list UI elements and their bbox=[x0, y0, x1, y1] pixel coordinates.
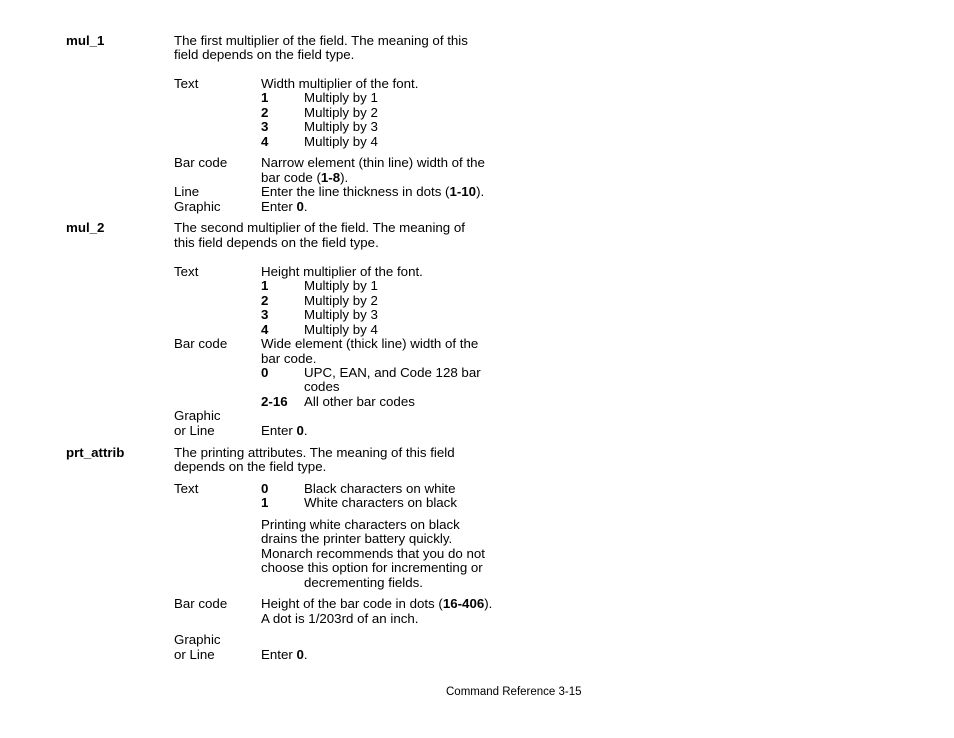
mul-2-description-line-2: this field depends on the field type. bbox=[174, 235, 379, 250]
mul-2-text-description: Height multiplier of the font. bbox=[261, 264, 423, 279]
prt-attrib-text-label: Text bbox=[174, 481, 199, 496]
mul-2-option-desc: Multiply by 4 bbox=[304, 322, 378, 337]
mul-1-line-description: Enter the line thickness in dots (1-10). bbox=[261, 184, 485, 199]
prt-attrib-option-code: 1 bbox=[261, 495, 269, 510]
mul-2-graphic-description: Enter 0. bbox=[261, 423, 308, 438]
prt-attrib-note-line: Printing white characters on black bbox=[261, 517, 460, 532]
mul-2-barcode-option-desc-line-2: codes bbox=[304, 379, 340, 394]
prt-attrib-option-desc: White characters on black bbox=[304, 495, 457, 510]
mul-2-or-line-label: or Line bbox=[174, 423, 215, 438]
prt-attrib-note-line: choose this option for incrementing or bbox=[261, 560, 483, 575]
mul-1-graphic-label: Graphic bbox=[174, 199, 221, 214]
mul-2-option-code: 2 bbox=[261, 293, 269, 308]
mul-2-option-desc: Multiply by 3 bbox=[304, 307, 378, 322]
mul-2-option-code: 1 bbox=[261, 278, 269, 293]
mul-1-option-desc: Multiply by 1 bbox=[304, 90, 378, 105]
term-mul-1: mul_1 bbox=[66, 33, 105, 48]
term-mul-2: mul_2 bbox=[66, 220, 105, 235]
mul-2-barcode-line-2: bar code. bbox=[261, 351, 317, 366]
prt-attrib-description-line-1: The printing attributes. The meaning of this field bbox=[174, 445, 455, 460]
mul-1-option-desc: Multiply by 4 bbox=[304, 134, 378, 149]
mul-2-graphic-label: Graphic bbox=[174, 408, 221, 423]
mul-1-option-desc: Multiply by 2 bbox=[304, 105, 378, 120]
mul-2-barcode-label: Bar code bbox=[174, 336, 228, 351]
mul-1-description-line-1: The first multiplier of the field. The meaning of this bbox=[174, 33, 468, 48]
prt-attrib-barcode-label: Bar code bbox=[174, 596, 228, 611]
mul-1-description-line-2: field depends on the field type. bbox=[174, 47, 355, 62]
mul-2-barcode-option-code: 0 bbox=[261, 365, 269, 380]
mul-1-option-code: 2 bbox=[261, 105, 269, 120]
prt-attrib-barcode-line-2: A dot is 1/203rd of an inch. bbox=[261, 611, 419, 626]
prt-attrib-note-line: drains the printer battery quickly. bbox=[261, 531, 453, 546]
prt-attrib-or-line-label: or Line bbox=[174, 647, 215, 662]
prt-attrib-description-line-2: depends on the field type. bbox=[174, 459, 327, 474]
mul-2-barcode-option-code: 2-16 bbox=[261, 394, 288, 409]
prt-attrib-note-line: Monarch recommends that you do not bbox=[261, 546, 485, 561]
mul-2-option-desc: Multiply by 2 bbox=[304, 293, 378, 308]
mul-2-text-label: Text bbox=[174, 264, 199, 279]
mul-1-barcode-line-2: bar code (1-8). bbox=[261, 170, 349, 185]
mul-1-text-description: Width multiplier of the font. bbox=[261, 76, 419, 91]
prt-attrib-note-line: decrementing fields. bbox=[304, 575, 423, 590]
mul-1-line-label: Line bbox=[174, 184, 200, 199]
mul-1-option-desc: Multiply by 3 bbox=[304, 119, 378, 134]
prt-attrib-option-code: 0 bbox=[261, 481, 269, 496]
term-prt-attrib: prt_attrib bbox=[66, 445, 125, 460]
mul-1-graphic-description: Enter 0. bbox=[261, 199, 308, 214]
mul-1-barcode-line-1: Narrow element (thin line) width of the bbox=[261, 155, 485, 170]
mul-2-barcode-option-desc: All other bar codes bbox=[304, 394, 415, 409]
mul-1-option-code: 3 bbox=[261, 119, 269, 134]
mul-2-description-line-1: The second multiplier of the field. The meaning of bbox=[174, 220, 465, 235]
mul-2-option-desc: Multiply by 1 bbox=[304, 278, 378, 293]
mul-2-option-code: 4 bbox=[261, 322, 269, 337]
prt-attrib-barcode-line-1: Height of the bar code in dots (16-406). bbox=[261, 596, 493, 611]
mul-2-barcode-option-desc-line-1: UPC, EAN, and Code 128 bar bbox=[304, 365, 481, 380]
mul-1-option-code: 1 bbox=[261, 90, 269, 105]
mul-2-barcode-line-1: Wide element (thick line) width of the bbox=[261, 336, 479, 351]
mul-1-barcode-label: Bar code bbox=[174, 155, 228, 170]
prt-attrib-option-desc: Black characters on white bbox=[304, 481, 456, 496]
prt-attrib-graphic-description: Enter 0. bbox=[261, 647, 308, 662]
mul-2-option-code: 3 bbox=[261, 307, 269, 322]
mul-1-text-label: Text bbox=[174, 76, 199, 91]
page-footer: Command Reference 3-15 bbox=[446, 686, 582, 698]
mul-1-option-code: 4 bbox=[261, 134, 269, 149]
prt-attrib-graphic-label: Graphic bbox=[174, 632, 221, 647]
